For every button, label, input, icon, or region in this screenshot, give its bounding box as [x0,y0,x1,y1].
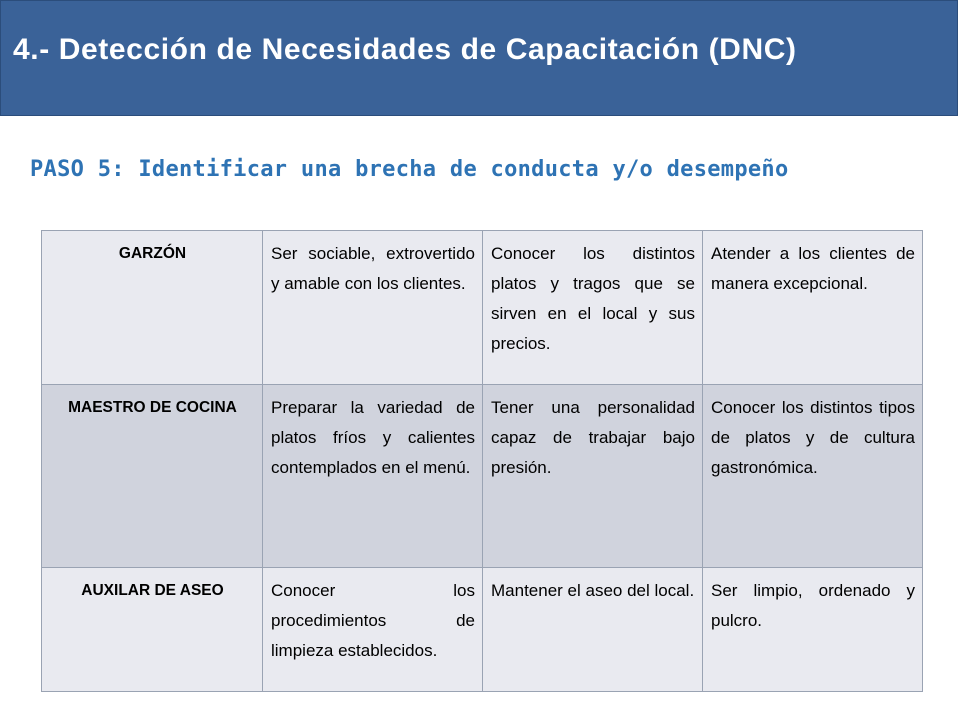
gap-table [41,230,923,692]
table-cell: Conocer los distintos tipos de platos y de cultura gastronómica. [703,385,923,568]
table-row-auxilar-de-aseo [42,568,923,692]
table-row-garzon [42,231,923,385]
table-cell: Tener una personalidad capaz de trabajar bajo presión. [483,385,703,568]
slide-title: 4.- Detección de Necesidades de Capacitación (DNC) [13,33,797,66]
table-cell: Conocer los distintos platos y tragos que se sirven en el local y sus precios. [483,231,703,385]
table-cell: Mantener el aseo del local. [483,568,703,692]
table-cell: Conocer los procedimientos de limpieza establecidos. [263,568,483,692]
table-cell: Preparar la variedad de platos fríos y calientes contemplados en el menú. [263,385,483,568]
role-cell: GARZÓN [42,231,263,385]
role-cell: MAESTRO DE COCINA [42,385,263,568]
title-bar [0,0,958,116]
role-cell: AUXILAR DE ASEO [42,568,263,692]
table-cell: Atender a los clientes de manera excepcional. [703,231,923,385]
table-row-maestro-de-cocina [42,385,923,568]
step-subtitle: PASO 5: Identificar una brecha de conducta y/o desempeño [30,157,789,182]
table-cell: Ser sociable, extrovertido y amable con los clientes. [263,231,483,385]
table-cell: Ser limpio, ordenado y pulcro. [703,568,923,692]
